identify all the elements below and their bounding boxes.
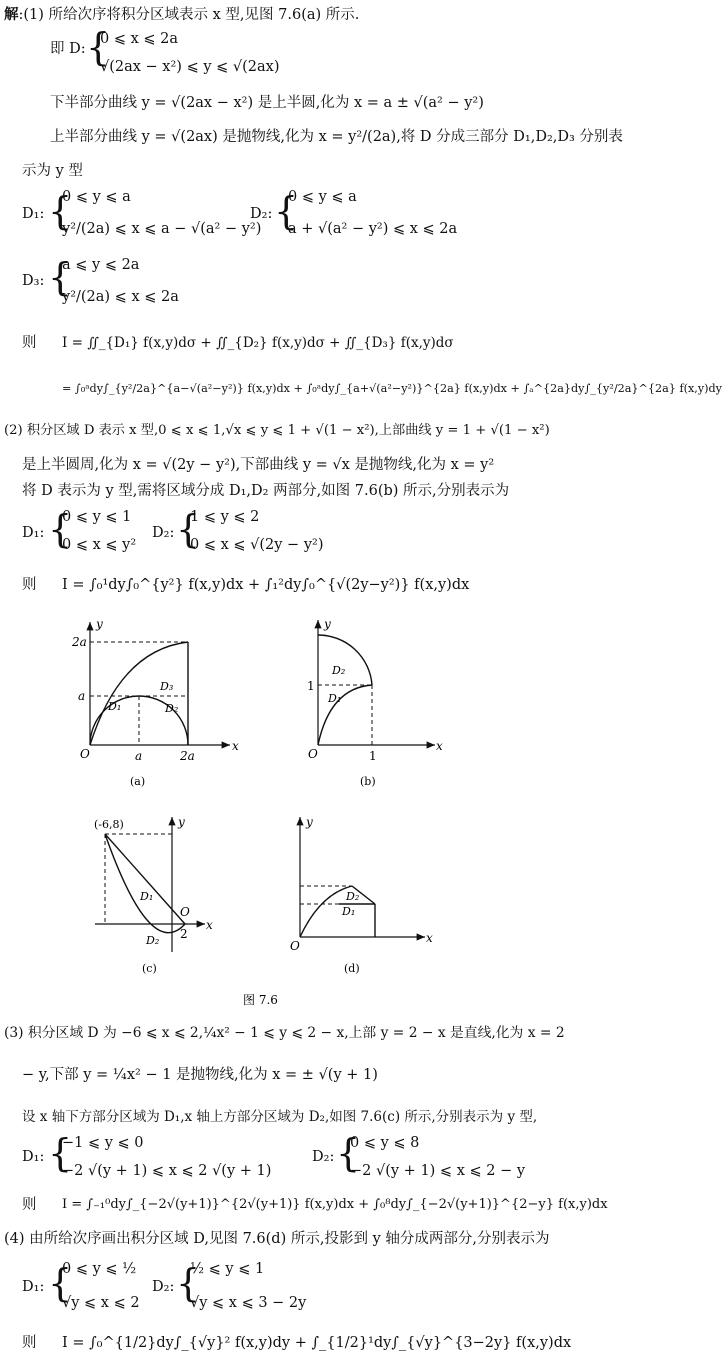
fig-b-tick-1-y: 1 [307,679,315,693]
figure-c-d [80,812,460,1012]
fig-c-origin: O [180,905,190,919]
fig-b-d2: D₂ [332,664,346,677]
fig-d-d1: D₁ [342,905,356,918]
part1-d3-label: D₃: [22,273,45,289]
part1-d1-label: D₁: [22,206,45,222]
part1-d2-row-2: a + √(a² − y²) ⩽ x ⩽ 2a [288,221,458,237]
part1-d3-row-1: a ⩽ y ⩽ 2a [62,257,140,273]
fig-b-origin: O [308,747,318,761]
part4-line-1: (4) 由所给次序画出积分区域 D,见图 7.6(d) 所示,投影到 y 轴分成两部分,分别表示为 [4,1231,550,1247]
fig-a-origin: O [80,747,90,761]
brace: { [86,25,111,69]
part1-lower-curve: 下半部分曲线 y = √(2ax − x²) 是上半圆,化为 x = a ± √(a² − y²) [50,95,484,111]
part3-d1-label: D₁: [22,1149,45,1165]
part1-d3-row-2: y²/(2a) ⩽ x ⩽ 2a [62,289,179,305]
figure-c [94,815,213,975]
part1-d-row-2: √(2ax − x²) ⩽ y ⩽ √(2ax) [100,59,280,75]
part3-line-2: − y,下部 y = ¼x² − 1 是抛物线,化为 x = ± √(y + 1) [22,1067,378,1083]
part2-d1-label: D₁: [22,525,45,541]
brace: { [176,1261,201,1305]
fig-a-tick-a-x: a [135,749,143,763]
part3-equation: I = ∫₋₁⁰dy∫_{−2√(y+1)}^{2√(y+1)} f(x,y)dx + ∫₀⁸dy∫_{−2√(y+1)}^{2−y} f(x,y)dx [62,1197,608,1212]
figure-a-b [60,610,460,810]
part1-intro: :(1) 所给次序将积分区域表示 x 型,见图 7.6(a) 所示. [18,7,360,23]
part2-line-3: 将 D 表示为 y 型,需将区域分成 D₁,D₂ 两部分,如图 7.6(b) 所示,分别表示为 [22,483,510,499]
fig-b-tick-1-x: 1 [369,749,377,763]
part2-then: 则 [22,577,37,593]
fig-c-y-label: y [178,815,185,829]
part1-upper-curve-cont: 示为 y 型 [22,163,83,179]
part4-d1-row-2: √y ⩽ x ⩽ 2 [62,1295,140,1311]
part2-d2-row-2: 0 ⩽ x ⩽ √(2y − y²) [190,537,324,553]
part1-equation-1: I = ∬_{D₁} f(x,y)dσ + ∬_{D₂} f(x,y)dσ + ∬_{D₃} f(x,y)dσ [62,335,454,351]
part1-d-row-1: 0 ⩽ x ⩽ 2a [100,31,179,47]
part1-d1-row-2: y²/(2a) ⩽ x ⩽ a − √(a² − y²) [62,221,262,237]
part4-d2-row-2: √y ⩽ x ⩽ 3 − 2y [190,1295,307,1311]
part1-upper-curve: 上半部分曲线 y = √(2ax) 是抛物线,化为 x = y²/(2a),将 D 分成三部分 D₁,D₂,D₃ 分别表 [50,129,623,145]
fig-c-x-label: x [206,918,213,932]
fig-b-x-label: x [436,739,443,753]
brace: { [48,255,73,299]
fig-b-d1: D₁ [328,692,342,705]
part3-d1-row-2: −2 √(y + 1) ⩽ x ⩽ 2 √(y + 1) [62,1163,272,1179]
part2-line-1: (2) 积分区域 D 表示 x 型,0 ⩽ x ⩽ 1,√x ⩽ y ⩽ 1 + √(1 − x²),上部曲线 y = 1 + √(1 − x²) [4,423,550,438]
brace: { [336,1131,361,1175]
fig-a-x-label: x [232,739,239,753]
brace: { [274,189,299,233]
figure-a [71,617,239,788]
part3-then: 则 [22,1197,37,1213]
part1-d1-row-1: 0 ⩽ y ⩽ a [62,189,131,205]
brace: { [48,507,73,551]
fig-a-d2: D₂ [165,702,179,715]
fig-a-tick-a: a [78,689,86,703]
part1-d-prefix: 即 D: [50,41,86,57]
part4-d2-label: D₂: [152,1279,175,1295]
part2-line-2: 是上半圆周,化为 x = √(2y − y²),下部曲线 y = √x 是抛物线,化为 x = y² [22,457,495,473]
part3-line-1: (3) 积分区域 D 为 −6 ⩽ x ⩽ 2,¼x² − 1 ⩽ y ⩽ 2 − x,上部 y = 2 − x 是直线,化为 x = 2 [4,1025,565,1041]
part2-d1-row-1: 0 ⩽ y ⩽ 1 [62,509,132,525]
brace: { [48,189,73,233]
part2-d2-label: D₂: [152,525,175,541]
part1-equation-2: = ∫₀ᵃdy∫_{y²/2a}^{a−√(a²−y²)} f(x,y)dx + ∫₀ᵃdy∫_{a+√(a²−y²)}^{2a} f(x,y)dx + ∫ₐ^{2a}dy∫_{y²/2a}^{2a} f(x,y)dy [62,382,722,395]
fig-a-d1: D₁ [108,700,122,713]
part1-then: 则 [22,335,37,351]
fig-b-y-label: y [324,617,331,631]
fig-c-caption: (c) [142,962,157,975]
part3-d2-label: D₂: [312,1149,335,1165]
figure-title: 图 7.6 [243,993,278,1007]
part3-line-3: 设 x 轴下方部分区域为 D₁,x 轴上方部分区域为 D₂,如图 7.6(c) 所示,分别表示为 y 型, [22,1109,538,1125]
figure-d [290,815,433,975]
part4-d1-row-1: 0 ⩽ y ⩽ ½ [62,1261,137,1277]
part1-d2-row-1: 0 ⩽ y ⩽ a [288,189,357,205]
part2-d1-row-2: 0 ⩽ x ⩽ y² [62,537,137,553]
part1-d2-label: D₂: [250,206,273,222]
fig-d-d2: D₂ [346,890,360,903]
fig-c-d2: D₂ [146,934,160,947]
part3-d2-row-1: 0 ⩽ y ⩽ 8 [350,1135,420,1151]
part3-d1-row-1: −1 ⩽ y ⩽ 0 [62,1135,144,1151]
brace: { [48,1261,73,1305]
brace: { [176,507,201,551]
fig-d-x-label: x [426,931,433,945]
part4-d1-label: D₁: [22,1279,45,1295]
part3-d2-row-2: −2 √(y + 1) ⩽ x ⩽ 2 − y [350,1163,526,1179]
fig-a-y-label: y [96,617,103,631]
fig-c-tick-2: 2 [180,927,188,941]
brace: { [48,1131,73,1175]
part4-d2-row-1: ½ ⩽ y ⩽ 1 [190,1261,265,1277]
fig-a-tick-2a-x: 2a [180,749,195,763]
fig-b-caption: (b) [360,775,376,788]
figure-b [307,617,443,788]
fig-c-d1: D₁ [140,890,154,903]
fig-a-d3: D₃ [160,680,174,693]
part4-then: 则 [22,1335,37,1351]
fig-a-caption: (a) [130,775,146,788]
fig-a-tick-2a: 2a [72,635,87,649]
part2-equation: I = ∫₀¹dy∫₀^{y²} f(x,y)dx + ∫₁²dy∫₀^{√(2y−y²)} f(x,y)dx [62,577,470,593]
part4-equation: I = ∫₀^{1/2}dy∫_{√y}² f(x,y)dy + ∫_{1/2}¹dy∫_{√y}^{3−2y} f(x,y)dx [62,1335,572,1351]
fig-d-caption: (d) [344,962,360,975]
solution-label: 解 [4,6,19,23]
part1-intro-line [4,6,359,24]
fig-c-point: (-6,8) [94,818,124,831]
fig-d-y-label: y [306,815,313,829]
part2-d2-row-1: 1 ⩽ y ⩽ 2 [190,509,260,525]
fig-d-origin: O [290,939,300,953]
